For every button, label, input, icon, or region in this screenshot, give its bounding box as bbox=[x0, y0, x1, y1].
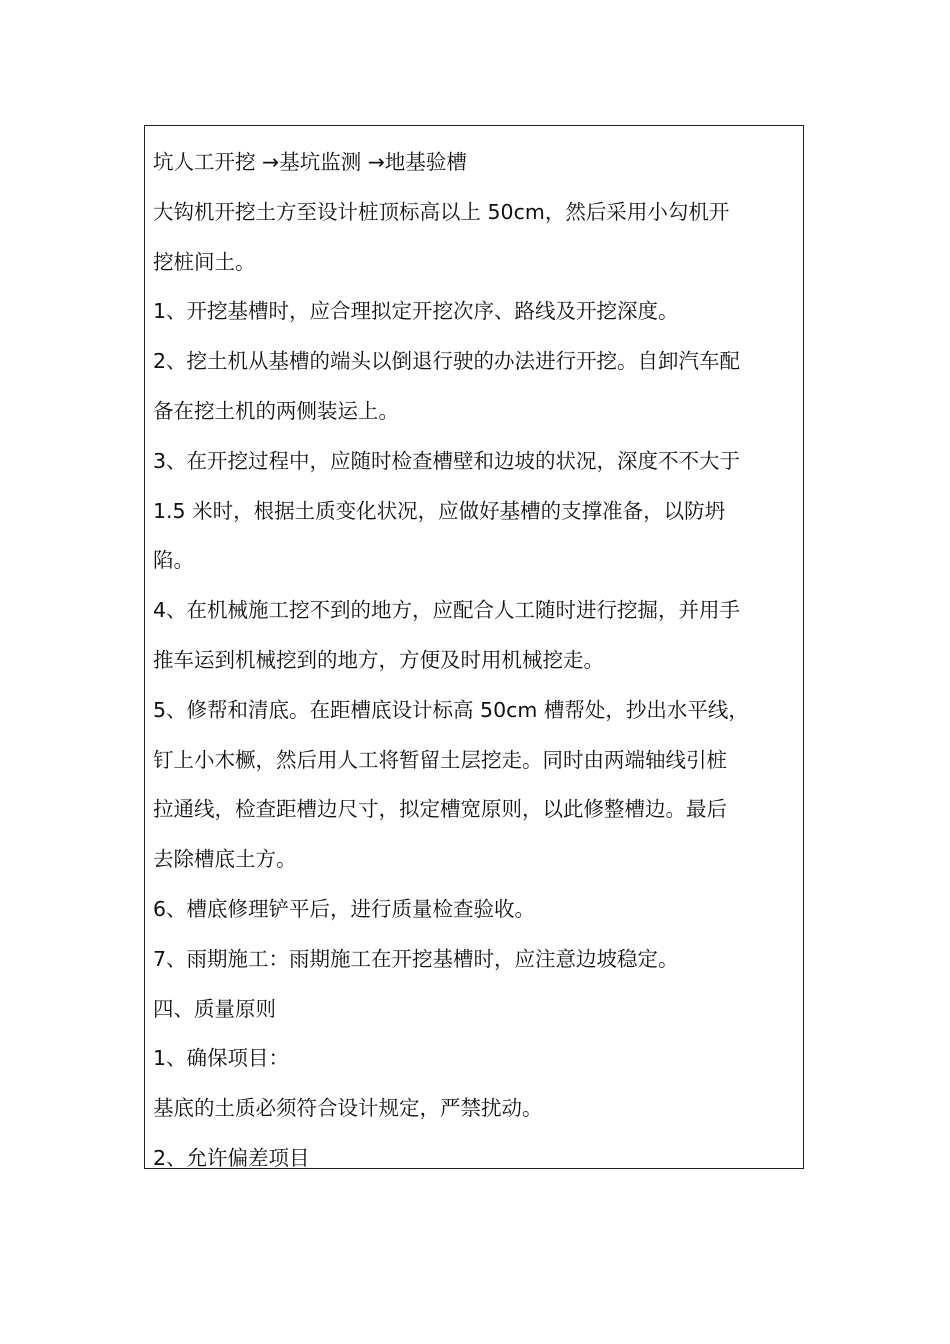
text-line: 7、雨期施工：雨期施工在开挖基槽时，应注意边坡稳定。 bbox=[153, 946, 679, 971]
text-line: 推车运到机械挖到的地方，方便及时用机械挖走。 bbox=[153, 647, 604, 672]
text-line: 3、在开挖过程中，应随时检查槽壁和边坡的状况，深度不不大于 bbox=[153, 448, 741, 473]
text-line: 陷。 bbox=[153, 548, 194, 573]
text-line: 挖桩间土。 bbox=[153, 249, 256, 274]
text-line: 坑人工开挖 →基坑监测 →地基验槽 bbox=[153, 150, 467, 174]
text-line: 5、修帮和清底。在距槽底设计标高 50cm 槽帮处，抄出水平线， bbox=[153, 697, 749, 722]
text-line: 2、允许偏差项目 bbox=[153, 1145, 310, 1170]
text-line: 大钩机开挖土方至设计桩顶标高以上 50cm，然后采用小勾机开 bbox=[153, 199, 730, 224]
text-line: 去除槽底土方。 bbox=[153, 847, 297, 872]
text-line: 拉通线，检查距槽边尺寸，拟定槽宽原则，以此修整槽边。最后 bbox=[153, 797, 727, 822]
text-line: 备在挖土机的两侧装运上。 bbox=[153, 398, 399, 423]
text-line: 1、开挖基槽时，应合理拟定开挖次序、路线及开挖深度。 bbox=[153, 299, 679, 324]
section-heading: 四、质量原则 bbox=[153, 996, 276, 1021]
text-line: 基底的土质必须符合设计规定，严禁扰动。 bbox=[153, 1096, 543, 1121]
text-line: 钉上小木橛，然后用人工将暂留土层挖走。同时由两端轴线引桩 bbox=[153, 747, 727, 772]
document-box bbox=[144, 125, 804, 1169]
text-line: 6、槽底修理铲平后，进行质量检查验收。 bbox=[153, 896, 536, 921]
text-line: 1、确保项目： bbox=[153, 1046, 290, 1071]
text-line: 4、在机械施工挖不到的地方，应配合人工随时进行挖掘，并用手 bbox=[153, 598, 741, 623]
text-line: 2、挖土机从基槽的端头以倒退行驶的办法进行开挖。自卸汽车配 bbox=[153, 349, 741, 374]
text-line: 1.5 米时，根据土质变化状况，应做好基槽的支撑准备，以防坍 bbox=[153, 498, 726, 523]
